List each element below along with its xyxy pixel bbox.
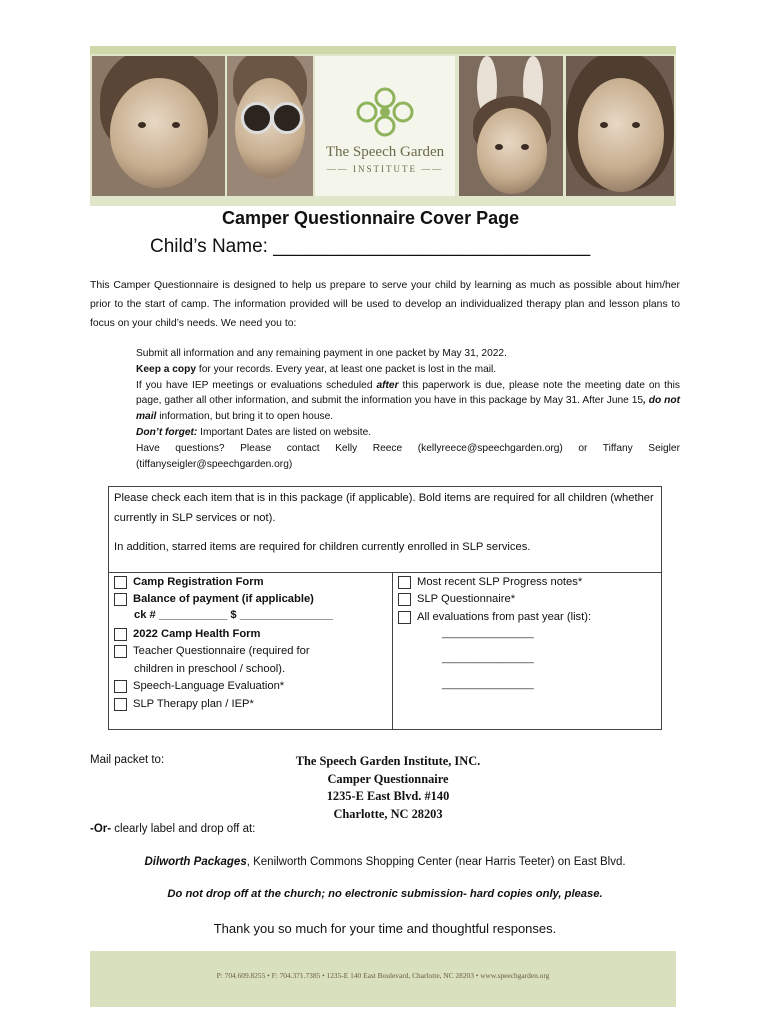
teacher-questionnaire-note: children in preschool / school).	[134, 663, 286, 675]
checkbox-icon[interactable]	[398, 611, 411, 624]
child-photo-1	[92, 56, 225, 196]
thank-you-line: Thank you so much for your time and thoughtful responses.	[213, 921, 557, 936]
checklist-note-1: Please check each item that is in this package (if applicable). Bold items are required for all children (whether currently in SLP services or not).	[114, 492, 654, 524]
checkbox-icon[interactable]	[114, 680, 127, 693]
mail-label: Mail packet to:	[90, 754, 165, 766]
logo	[315, 56, 455, 196]
checklist-divider-h	[108, 572, 662, 573]
checkbox-slp-questionnaire[interactable]: SLP Questionnaire*	[398, 591, 515, 609]
checkbox-icon[interactable]	[398, 576, 411, 589]
logo-name: The Speech Garden	[325, 144, 445, 160]
dropoff-label: -Or- clearly label and drop off at:	[90, 823, 256, 835]
checklist-note-2: In addition, starred items are required for children currently enrolled in SLP services.	[114, 541, 531, 553]
child-photo-2	[227, 56, 313, 196]
checkbox-icon[interactable]	[114, 576, 127, 589]
banner-stripe	[90, 46, 676, 54]
mailing-address: The Speech Garden Institute, INC. Camper Questionnaire 1235-E East Blvd. #140 Charlotte, NC 28203	[295, 754, 481, 821]
checkbox-icon[interactable]	[114, 593, 127, 606]
check-number-line[interactable]: ck # ___________ $ _______________	[134, 609, 334, 621]
checkbox-icon[interactable]	[114, 628, 127, 641]
instruction-keep-copy: Keep a copy for your records. Every year, at least one packet is lost in the mail.	[136, 363, 497, 375]
checklist-divider-v	[392, 572, 393, 730]
checkbox-health-form[interactable]: 2022 Camp Health Form	[114, 626, 260, 644]
footer-banner	[90, 951, 676, 1007]
checkbox-icon[interactable]	[114, 645, 127, 658]
instruction-dont-forget: Don’t forget: Important Dates are listed on website.	[136, 426, 372, 438]
checkbox-icon[interactable]	[398, 593, 411, 606]
footer-contact: P: 704.609.8255 • F: 704.371.7385 • 1235-E 140 East Boulevard, Charlotte, NC 28203 • www.speechgarden.org	[216, 971, 550, 980]
page-title: Camper Questionnaire Cover Page	[222, 208, 520, 228]
checkbox-speech-evaluation[interactable]: Speech-Language Evaluation*	[114, 678, 284, 696]
child-name-field[interactable]: Child’s Name: ______________________________	[150, 236, 591, 257]
checkbox-icon[interactable]	[114, 698, 127, 711]
instruction-submit: Submit all information and any remaining payment in one packet by May 31, 2022.	[136, 348, 507, 359]
checkbox-balance[interactable]: Balance of payment (if applicable)	[114, 591, 314, 609]
child-photo-4	[566, 56, 674, 196]
evaluation-blank-1[interactable]: _______________	[442, 627, 534, 639]
instruction-iep: If you have IEP meetings or evaluations scheduled after this paperwork is due, please note the meeting date on this page, gather all other information, and submit the information you have in this package by May 31. After June 15, do not mail information, but bring it to open house.	[136, 379, 681, 423]
dropoff-location: Dilworth Packages, Kenilworth Commons Shopping Center (near Harris Teeter) on East Blvd.	[144, 856, 626, 868]
evaluation-blank-2[interactable]: _______________	[442, 652, 534, 664]
instruction-questions: Have questions? Please contact Kelly Reece (kellyreece@speechgarden.org) or Tiffany Seigler (tiffanyseigler@speechgarden.org)	[136, 442, 680, 470]
checkbox-all-evaluations[interactable]: All evaluations from past year (list):	[398, 609, 591, 627]
evaluation-blank-3[interactable]: _______________	[442, 678, 534, 690]
checkbox-camp-registration[interactable]: Camp Registration Form	[114, 574, 264, 592]
checkbox-teacher-questionnaire[interactable]: Teacher Questionnaire (required for	[114, 643, 310, 661]
speech-bubbles-icon	[345, 86, 425, 146]
child-photo-3	[459, 56, 563, 196]
checkbox-slp-therapy-plan[interactable]: SLP Therapy plan / IEP*	[114, 696, 254, 714]
intro-paragraph: This Camper Questionnaire is designed to help us prepare to serve your child by learning as much as possible about him/her prior to the start of camp. The information provided will be used to develop an individualized therapy plan and lesson plans to focus on your child’s needs. We need you to:	[90, 280, 680, 329]
checkbox-progress-notes[interactable]: Most recent SLP Progress notes*	[398, 574, 582, 592]
logo-institute: —— INSTITUTE ——	[326, 164, 444, 174]
dropoff-warning: Do not drop off at the church; no electronic submission- hard copies only, please.	[167, 888, 603, 900]
instructions-list	[136, 346, 680, 472]
header-banner	[90, 46, 676, 206]
